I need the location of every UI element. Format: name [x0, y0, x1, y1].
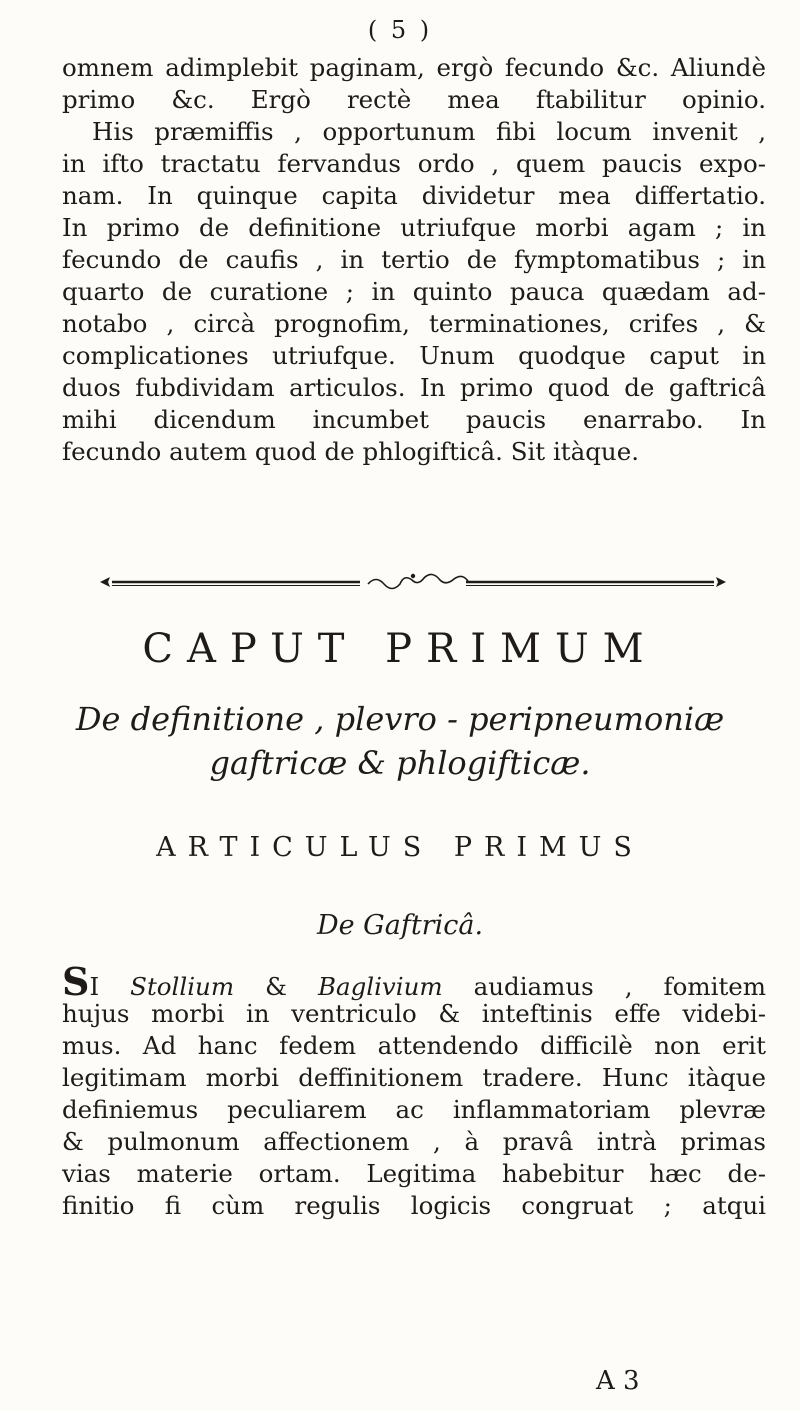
text-line: mihi dicendum incumbet paucis enarrabo. In: [62, 405, 766, 434]
text-line: fecundo de caufis , in tertio de fymptomatibus ; in: [62, 245, 766, 274]
text-line: primo &c. Ergò rectè mea ftabilitur opinio.: [62, 85, 766, 114]
signature-mark: A 3: [596, 1366, 640, 1396]
text-line: & pulmonum affectionem , à pravâ intrà primas: [62, 1127, 766, 1156]
text-line: finitio fi cùm regulis logicis congruat ; atqui: [62, 1191, 766, 1220]
text-line: legitimam morbi deffinitionem tradere. Hunc itàque: [62, 1063, 766, 1092]
text-line: quarto de curatione ; in quinto pauca quædam ad-: [62, 277, 766, 306]
text-line: omnem adimplebit paginam, ergò fecundo &c. Aliundè: [62, 53, 766, 82]
article-title: ARTICULUS PRIMUS: [156, 832, 644, 863]
drop-cap: S: [62, 959, 90, 1004]
text-line: complicationes utriufque. Unum quodque caput in: [62, 341, 766, 370]
chapter-title: CAPUT PRIMUM: [142, 626, 658, 672]
text-line: nam. In quinque capita dividetur mea differtatio.: [62, 181, 766, 210]
author-name: Baglivium: [317, 972, 443, 1001]
text-line: vias materie ortam. Legitima habebitur hæc de-: [62, 1159, 766, 1188]
text-line: His præmiffis , opportunum fibi locum invenit ,: [92, 117, 766, 146]
chapter-subtitle-line-1: De definitione , plevro - peripneumoniæ: [75, 700, 725, 738]
author-name: Stollium: [130, 972, 235, 1001]
text-line: notabo , circà prognofim, terminationes, crifes , &: [62, 309, 766, 338]
text-segment: audiamus , fomitem: [473, 972, 767, 1001]
section-title: De Gaftricâ.: [316, 910, 484, 941]
text-line: hujus morbi in ventriculo & inteftinis effe videbi-: [62, 999, 766, 1028]
text-line: In primo de definitione utriufque morbi agam ; in: [62, 213, 766, 242]
ampersand: &: [265, 972, 287, 1001]
page-number: ( 5 ): [367, 16, 433, 44]
text-line: in ifto tractatu fervandus ordo , quem paucis expo-: [62, 149, 766, 178]
first-word-rest: I: [89, 972, 100, 1001]
ornamental-rule: [98, 572, 728, 592]
text-line: duos fubdividam articulos. In primo quod de gaftricâ: [62, 373, 766, 402]
text-line: mus. Ad hanc fedem attendendo difficilè non erit: [62, 1031, 766, 1060]
text-line: definiemus peculiarem ac inflammatoriam plevræ: [62, 1095, 766, 1124]
text-line: fecundo autem quod de phlogifticâ. Sit itàque.: [62, 437, 639, 466]
chapter-subtitle-line-2: gaftricæ & phlogifticæ.: [209, 744, 591, 782]
